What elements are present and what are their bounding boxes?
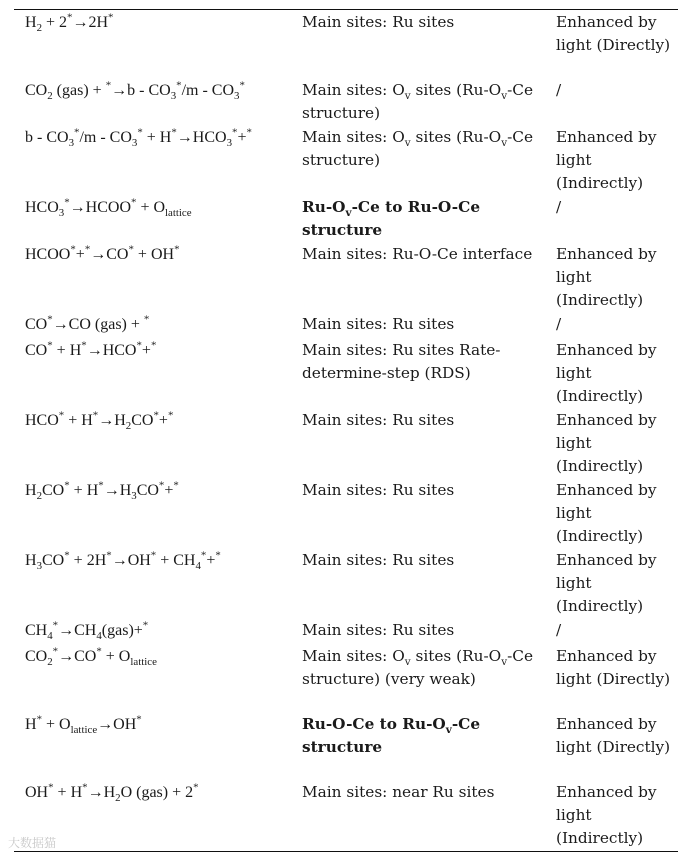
reaction-cell: CO*→CO (gas) + * (25, 313, 150, 333)
light-effect-cell: / (556, 315, 562, 333)
light-effect-cell: / (556, 621, 562, 639)
active-site-cell: Main sites: near Ru sites (302, 783, 495, 801)
table-row (14, 618, 678, 644)
reaction-cell: $H_2CO^* + H^*\to H_3CO^*+^*$ (25, 479, 179, 503)
light-effect-cell: Enhanced by light (Indirectly) (556, 551, 657, 615)
table-row (14, 78, 678, 125)
reaction-cell: $b - CO_3^*/m - CO_3^* + H^*\to HCO_3^*+^*$ (25, 126, 252, 150)
table-row (14, 780, 678, 850)
table-body (14, 10, 678, 850)
active-site-cell: Main sites: Ru-O-Ce interface (302, 245, 533, 263)
active-site-cell: $Ru-O_v-Ce$ to Ru-O-Ce structure (302, 198, 481, 239)
light-effect-cell: Enhanced by light (Indirectly) (556, 245, 657, 309)
light-effect-cell: Enhanced by light (Indirectly) (556, 411, 657, 475)
light-effect-cell: Enhanced by light (Indirectly) (556, 783, 657, 847)
active-site-cell: Main sites: $O_v$ sites ($Ru-O_v-Ce$ structure) (302, 81, 534, 122)
light-effect-cell: / (556, 198, 562, 216)
active-site-cell: Main sites: Ru sites (302, 13, 455, 31)
active-site-cell: Main sites: $O_v$ sites ($Ru-O_v-Ce$ structure) (302, 128, 534, 169)
reaction-cell: $CO_2$ $(gas) + ^*\to b - CO_3^*/m - CO_3^*$ (25, 79, 245, 103)
reaction-cell: $H_2 + 2^*\to 2H^*$ (25, 11, 114, 35)
active-site-cell: Main sites: Ru sites (302, 551, 455, 569)
light-effect-cell: Enhanced by light (Indirectly) (556, 481, 657, 545)
reaction-cell: $HCO^* + H^*\to H_2CO^*+^*$ (25, 409, 174, 433)
reaction-cell: HCOO*+*→CO* + OH* (25, 243, 180, 263)
reaction-cell: $H^* + O_{lattice}\to OH^*$ (25, 713, 142, 737)
watermark: 大数据猫 (8, 836, 57, 850)
light-effect-cell: Enhanced by light (Indirectly) (556, 128, 657, 192)
light-effect-cell: Enhanced by light (Indirectly) (556, 341, 657, 405)
table-row (14, 125, 678, 195)
table-bottom-rule (14, 851, 678, 852)
active-site-cell: Main sites: Ru sites (302, 481, 455, 499)
reaction-cell: $CH_4^*\to CH_4(gas)+^*$ (25, 619, 149, 643)
table-row (14, 10, 678, 78)
table-row (14, 548, 678, 618)
table-row (14, 478, 678, 548)
reaction-cell: $HCO_3^*\to HCOO^* + O_{lattice}$ (25, 196, 192, 220)
active-site-cell: Main sites: Ru sites (302, 411, 455, 429)
reaction-table (14, 10, 678, 850)
active-site-cell: Main sites: $O_v$ sites ($Ru-O_v-Ce$ structure) (very weak) (302, 647, 534, 688)
active-site-cell: Main sites: Ru sites (302, 621, 455, 639)
table-row (14, 242, 678, 312)
light-effect-cell: Enhanced by light (Directly) (556, 647, 671, 688)
table-row (14, 312, 678, 338)
reaction-cell: $CO_2^*\to CO^* + O_{lattice}$ (25, 645, 157, 669)
active-site-cell: Ru-O-Ce to $Ru-O_v-Ce$ structure (302, 715, 481, 756)
light-effect-cell: Enhanced by light (Directly) (556, 715, 671, 756)
table-row (14, 195, 678, 242)
light-effect-cell: / (556, 81, 562, 99)
table-row (14, 712, 678, 780)
table-row (14, 408, 678, 478)
table-row (14, 338, 678, 408)
reaction-cell: $H_3CO^* + 2H^*\to OH^* + CH_4^*+^*$ (25, 549, 221, 573)
reaction-cell: $OH^* + H^*\to H_2O$ (gas) + 2* (25, 781, 199, 805)
light-effect-cell: Enhanced by light (Directly) (556, 13, 671, 54)
reaction-cell: CO* + H*→HCO*+* (25, 339, 157, 359)
active-site-cell: Main sites: Ru sites (302, 315, 455, 333)
table-row (14, 644, 678, 712)
active-site-cell: Main sites: Ru sites Rate-determine-step (RDS) (302, 341, 501, 382)
